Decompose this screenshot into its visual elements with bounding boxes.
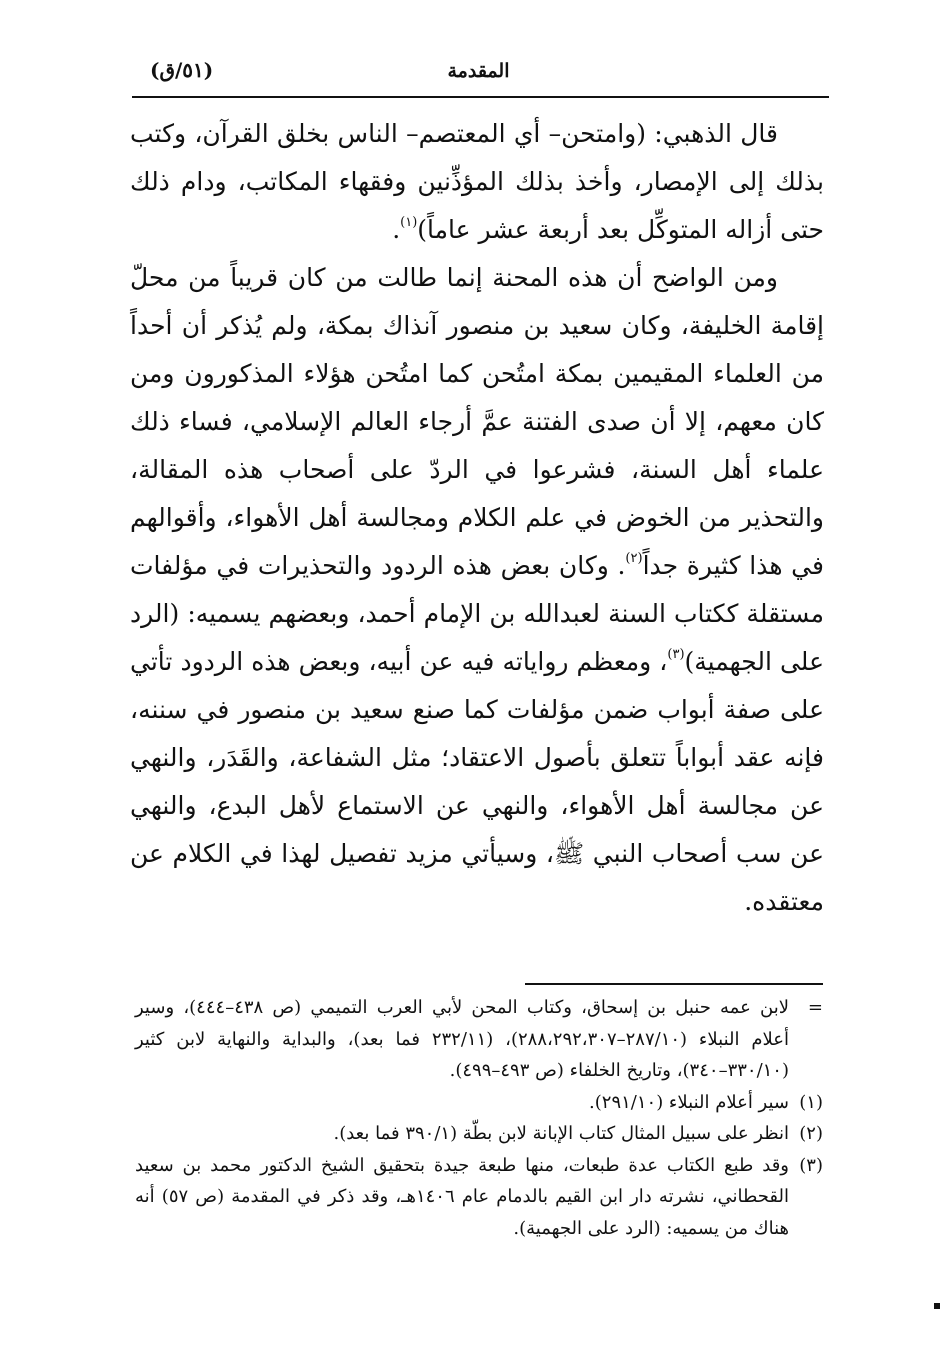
paragraph-2-text-c: ، ومعظم رواياته فيه عن أبيه، وبعض هذه الردود تأتي على صفة أبواب ضمن مؤلفات كما صنع سعيد بن منصور في سننه، فإنه عقد أبواباً تتعلق بأصول الاعتقاد؛ مثل الشفاعة، والقَدَر، والنهي عن مجالسة أهل الأهواء، والنهي عن الاستماع لأهل البدع، والنهي عن سب أصحاب النبي ﷺ، وسيأتي مزيد تفصيل لهذا في الكلام عن معتقده. — [130, 647, 824, 916]
paragraph-1-end: . — [392, 215, 401, 244]
paragraph-2-text-a: ومن الواضح أن هذه المحنة إنما طالت من كان قريباً من محلّ إقامة الخليفة، وكان سعيد بن منصور آنذاك بمكة، ولم يُذكر أن أحداً من العلماء المقيمين بمكة امتُحن كما امتُحن هؤلاء المذكورون ومن كان معهم، إلا أن صدى الفتنة عمَّ أرجاء العالم الإسلامي، فساء ذلك علماء أهل السنة، فشرعوا في الردّ على أصحاب هذه المقالة، والتحذير من الخوض في علم الكلام ومجالسة أهل الأهواء، وأقوالهم في هذا كثيرة جداً — [130, 263, 824, 580]
footnote-marker: = — [807, 997, 823, 1018]
footnote-text: انظر على سبيل المثال كتاب الإبانة لابن بطّة (٣٩٠/١ فما بعد). — [333, 1123, 789, 1144]
chapter-title: المقدمة — [447, 60, 510, 82]
footnote-ref-3: (٣) — [667, 647, 685, 662]
footnote-continued — [135, 992, 823, 1087]
footnote-3 — [135, 1150, 823, 1245]
footnote-marker: (١) — [799, 1091, 823, 1113]
footnotes — [135, 992, 823, 1244]
header-rule — [132, 96, 829, 98]
footnote-marker: (٣) — [799, 1154, 823, 1176]
paragraph-1-text: قال الذهبي: (وامتحن– أي المعتصم– الناس بخلق القرآن، وكتب بذلك إلى الإمصار، وأخذ بذلك المؤذِّنين وفقهاء المكاتب، ودام ذلك حتى أزاله المتوكِّل بعد أربعة عشر عاماً) — [130, 119, 824, 244]
footnote-1 — [135, 1087, 823, 1119]
footnote-text: وقد طبع الكتاب عدة طبعات، منها طبعة جيدة بتحقيق الشيخ الدكتور محمد بن سعيد القحطاني، نشرته دار ابن القيم بالدمام عام ١٤٠٦هـ، وقد ذكر في المقدمة (ص ٥٧) أنه هناك من يسميه: (الرد على الجهمية). — [135, 1154, 790, 1239]
paragraph-2-text-b: . وكان بعض هذه الردود والتحذيرات في مؤلفات مستقلة ككتاب السنة لعبدالله بن الإمام أحمد، وبعضهم يسميه: (الرد على الجهمية) — [130, 551, 824, 676]
running-header — [132, 58, 825, 86]
footnote-2 — [135, 1118, 823, 1150]
paragraph-2 — [130, 254, 824, 926]
footnote-ref-1: (١) — [400, 215, 418, 230]
footnote-text: سير أعلام النبلاء (٢٩١/١٠). — [589, 1091, 789, 1113]
footnote-separator — [525, 983, 823, 985]
manuscript-page-ref: (٥١/ق) — [150, 58, 214, 82]
scan-edge-mark — [934, 1303, 940, 1309]
main-body — [130, 110, 824, 926]
footnote-marker: (٢) — [799, 1123, 823, 1144]
paragraph-1 — [130, 110, 824, 254]
footnote-ref-2: (٢) — [625, 551, 643, 566]
footnote-text: لابن عمه حنبل بن إسحاق، وكتاب المحن لأبي العرب التميمي (ص ٤٣٨–٤٤٤)، وسير أعلام النبلاء (٢٨٧/١٠–٢٨٨،٢٩٢،٣٠٧)، (٢٣٢/١١ فما بعد)، والبداية والنهاية لابن كثير (٣٣٠/١٠–٣٤٠)، وتاريخ الخلفاء (ص ٤٩٣–٤٩٩). — [135, 997, 789, 1081]
